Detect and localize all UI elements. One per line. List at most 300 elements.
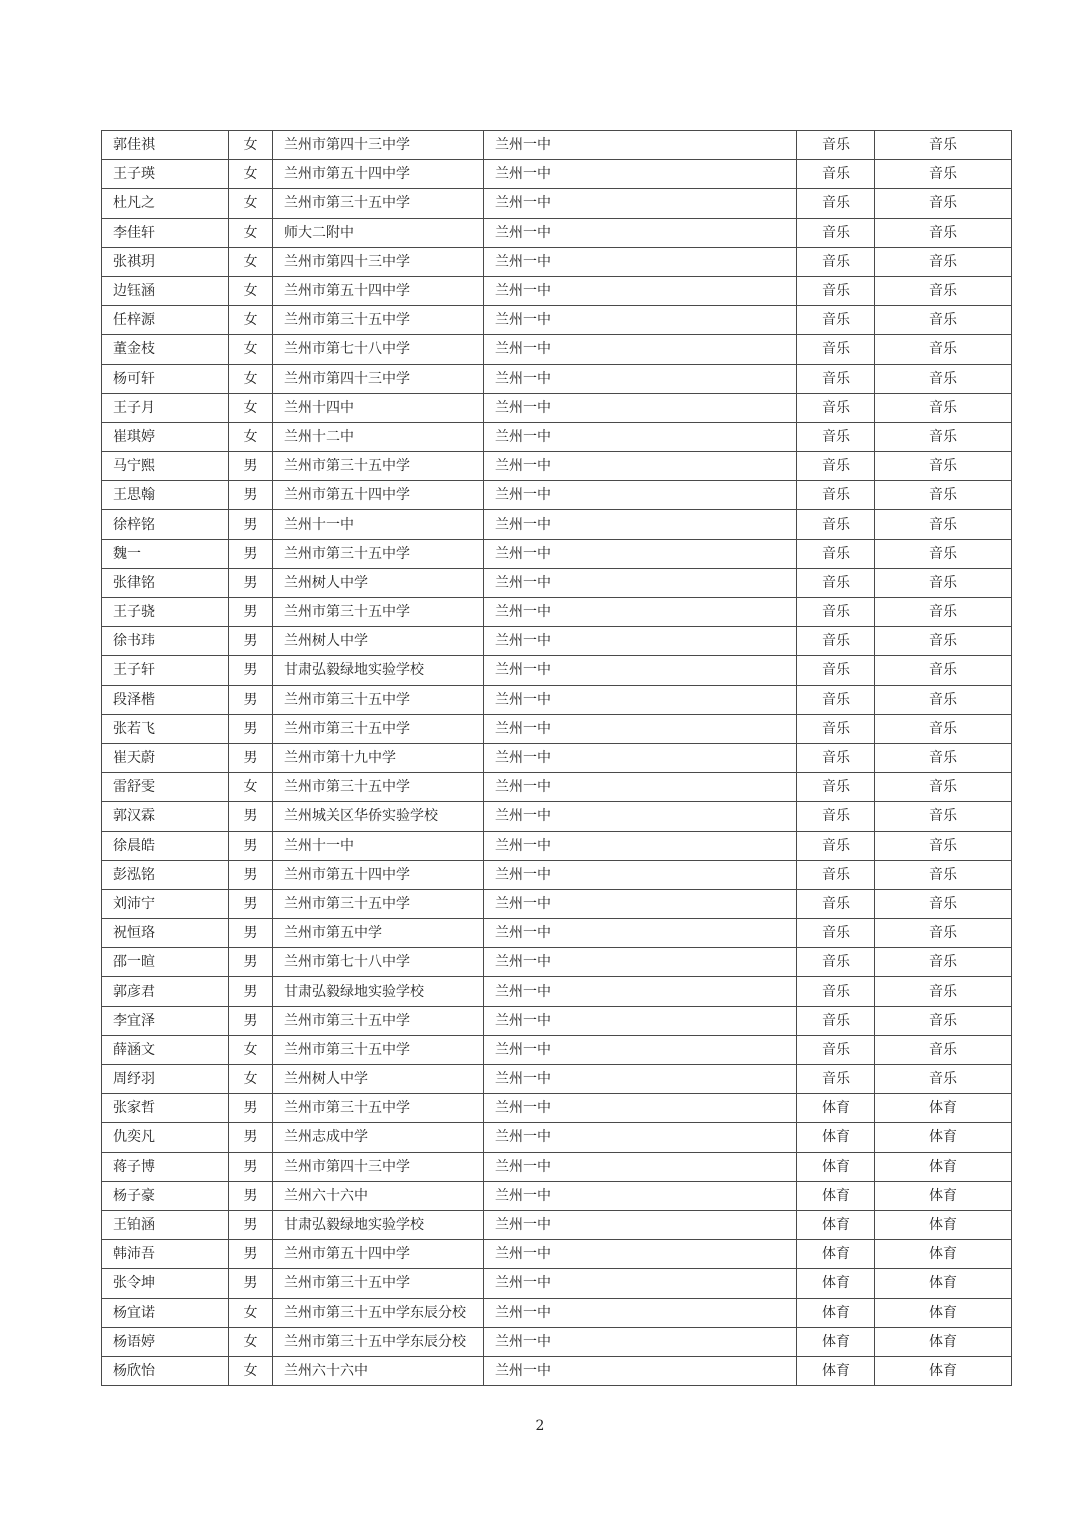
specialty-item-cell: 体育 <box>875 1356 1012 1385</box>
specialty-category-cell: 音乐 <box>797 247 875 276</box>
admitting-school-cell: 兰州一中 <box>484 306 797 335</box>
graduating-school-cell: 兰州市第七十八中学 <box>273 335 484 364</box>
specialty-category-cell: 音乐 <box>797 306 875 335</box>
table-row <box>102 160 1012 189</box>
gender-cell: 女 <box>229 393 273 422</box>
specialty-category-cell: 音乐 <box>797 481 875 510</box>
specialty-category-cell: 音乐 <box>797 1035 875 1064</box>
table-row <box>102 189 1012 218</box>
specialty-item-cell: 音乐 <box>875 598 1012 627</box>
table-row <box>102 276 1012 305</box>
student-name-cell: 周纾羽 <box>102 1065 229 1094</box>
graduating-school-cell: 兰州市第三十五中学 <box>273 685 484 714</box>
specialty-item-cell: 音乐 <box>875 306 1012 335</box>
student-name-cell: 杨可轩 <box>102 364 229 393</box>
admitting-school-cell: 兰州一中 <box>484 1094 797 1123</box>
specialty-category-cell: 音乐 <box>797 335 875 364</box>
specialty-item-cell: 音乐 <box>875 218 1012 247</box>
admitting-school-cell: 兰州一中 <box>484 802 797 831</box>
specialty-category-cell: 体育 <box>797 1240 875 1269</box>
graduating-school-cell: 兰州市第五十四中学 <box>273 276 484 305</box>
specialty-category-cell: 音乐 <box>797 860 875 889</box>
specialty-category-cell: 音乐 <box>797 364 875 393</box>
graduating-school-cell: 兰州市第七十八中学 <box>273 948 484 977</box>
table-row <box>102 481 1012 510</box>
admitting-school-cell: 兰州一中 <box>484 889 797 918</box>
specialty-item-cell: 音乐 <box>875 510 1012 539</box>
specialty-item-cell: 音乐 <box>875 276 1012 305</box>
admitting-school-cell: 兰州一中 <box>484 1065 797 1094</box>
student-name-cell: 郭佳祺 <box>102 131 229 160</box>
graduating-school-cell: 兰州树人中学 <box>273 568 484 597</box>
specialty-category-cell: 音乐 <box>797 510 875 539</box>
specialty-item-cell: 音乐 <box>875 539 1012 568</box>
page-number: 2 <box>535 1418 545 1434</box>
admitting-school-cell: 兰州一中 <box>484 160 797 189</box>
specialty-category-cell: 音乐 <box>797 189 875 218</box>
admitting-school-cell: 兰州一中 <box>484 1210 797 1239</box>
graduating-school-cell: 兰州市第三十五中学 <box>273 1035 484 1064</box>
graduating-school-cell: 兰州市第五十四中学 <box>273 160 484 189</box>
student-name-cell: 杨欣怡 <box>102 1356 229 1385</box>
student-name-cell: 薛涵文 <box>102 1035 229 1064</box>
specialty-item-cell: 音乐 <box>875 247 1012 276</box>
student-name-cell: 王子轩 <box>102 656 229 685</box>
graduating-school-cell: 兰州市第三十五中学 <box>273 889 484 918</box>
specialty-category-cell: 音乐 <box>797 598 875 627</box>
specialty-item-cell: 体育 <box>875 1327 1012 1356</box>
gender-cell: 男 <box>229 919 273 948</box>
specialty-item-cell: 音乐 <box>875 831 1012 860</box>
gender-cell: 女 <box>229 422 273 451</box>
admitting-school-cell: 兰州一中 <box>484 1298 797 1327</box>
table-row <box>102 714 1012 743</box>
graduating-school-cell: 兰州市第三十五中学 <box>273 1094 484 1123</box>
specialty-category-cell: 音乐 <box>797 131 875 160</box>
specialty-item-cell: 音乐 <box>875 860 1012 889</box>
table-row <box>102 131 1012 160</box>
gender-cell: 男 <box>229 1269 273 1298</box>
specialty-category-cell: 音乐 <box>797 773 875 802</box>
table-row <box>102 1327 1012 1356</box>
specialty-category-cell: 体育 <box>797 1123 875 1152</box>
student-name-cell: 崔琪婷 <box>102 422 229 451</box>
gender-cell: 男 <box>229 627 273 656</box>
student-name-cell: 段泽楷 <box>102 685 229 714</box>
admitting-school-cell: 兰州一中 <box>484 656 797 685</box>
table-row <box>102 1152 1012 1181</box>
graduating-school-cell: 兰州市第三十五中学东辰分校 <box>273 1327 484 1356</box>
table-row <box>102 831 1012 860</box>
admitting-school-cell: 兰州一中 <box>484 422 797 451</box>
table-row <box>102 364 1012 393</box>
specialty-item-cell: 音乐 <box>875 919 1012 948</box>
specialty-category-cell: 音乐 <box>797 539 875 568</box>
gender-cell: 女 <box>229 1298 273 1327</box>
specialty-category-cell: 音乐 <box>797 276 875 305</box>
gender-cell: 女 <box>229 1327 273 1356</box>
admitting-school-cell: 兰州一中 <box>484 831 797 860</box>
specialty-item-cell: 音乐 <box>875 131 1012 160</box>
graduating-school-cell: 兰州市第五十四中学 <box>273 860 484 889</box>
specialty-item-cell: 体育 <box>875 1123 1012 1152</box>
gender-cell: 女 <box>229 306 273 335</box>
student-name-cell: 张律铭 <box>102 568 229 597</box>
graduating-school-cell: 兰州六十六中 <box>273 1181 484 1210</box>
specialty-item-cell: 音乐 <box>875 685 1012 714</box>
specialty-category-cell: 音乐 <box>797 218 875 247</box>
gender-cell: 男 <box>229 598 273 627</box>
admitting-school-cell: 兰州一中 <box>484 568 797 597</box>
student-name-cell: 徐梓铭 <box>102 510 229 539</box>
gender-cell: 男 <box>229 1094 273 1123</box>
gender-cell: 女 <box>229 131 273 160</box>
specialty-category-cell: 音乐 <box>797 919 875 948</box>
specialty-item-cell: 音乐 <box>875 189 1012 218</box>
student-name-cell: 刘沛宁 <box>102 889 229 918</box>
specialty-item-cell: 音乐 <box>875 948 1012 977</box>
specialty-category-cell: 音乐 <box>797 1006 875 1035</box>
student-name-cell: 任梓源 <box>102 306 229 335</box>
graduating-school-cell: 兰州市第三十五中学 <box>273 306 484 335</box>
student-name-cell: 祝恒珞 <box>102 919 229 948</box>
table-row <box>102 627 1012 656</box>
gender-cell: 女 <box>229 247 273 276</box>
specialty-item-cell: 体育 <box>875 1269 1012 1298</box>
student-name-cell: 王铂涵 <box>102 1210 229 1239</box>
table-row <box>102 1006 1012 1035</box>
table-row <box>102 802 1012 831</box>
admitting-school-cell: 兰州一中 <box>484 977 797 1006</box>
graduating-school-cell: 兰州市第五十四中学 <box>273 1240 484 1269</box>
graduating-school-cell: 兰州市第四十三中学 <box>273 1152 484 1181</box>
graduating-school-cell: 兰州市第三十五中学 <box>273 189 484 218</box>
gender-cell: 男 <box>229 714 273 743</box>
table-row <box>102 773 1012 802</box>
specialty-category-cell: 体育 <box>797 1210 875 1239</box>
specialty-item-cell: 体育 <box>875 1240 1012 1269</box>
student-name-cell: 王子瑛 <box>102 160 229 189</box>
admitting-school-cell: 兰州一中 <box>484 598 797 627</box>
graduating-school-cell: 兰州树人中学 <box>273 627 484 656</box>
student-name-cell: 韩沛吾 <box>102 1240 229 1269</box>
admitting-school-cell: 兰州一中 <box>484 627 797 656</box>
specialty-category-cell: 音乐 <box>797 714 875 743</box>
admitting-school-cell: 兰州一中 <box>484 452 797 481</box>
admitting-school-cell: 兰州一中 <box>484 364 797 393</box>
table-row <box>102 1210 1012 1239</box>
specialty-category-cell: 音乐 <box>797 889 875 918</box>
graduating-school-cell: 兰州市第五中学 <box>273 919 484 948</box>
table-row <box>102 1181 1012 1210</box>
admitting-school-cell: 兰州一中 <box>484 685 797 714</box>
student-name-cell: 边钰涵 <box>102 276 229 305</box>
graduating-school-cell: 兰州市第四十三中学 <box>273 247 484 276</box>
graduating-school-cell: 兰州市第十九中学 <box>273 743 484 772</box>
specialty-category-cell: 音乐 <box>797 452 875 481</box>
admitting-school-cell: 兰州一中 <box>484 1356 797 1385</box>
specialty-category-cell: 音乐 <box>797 160 875 189</box>
admitting-school-cell: 兰州一中 <box>484 481 797 510</box>
admitting-school-cell: 兰州一中 <box>484 1181 797 1210</box>
specialty-item-cell: 体育 <box>875 1210 1012 1239</box>
gender-cell: 男 <box>229 1181 273 1210</box>
gender-cell: 女 <box>229 218 273 247</box>
specialty-category-cell: 音乐 <box>797 1065 875 1094</box>
specialty-category-cell: 体育 <box>797 1152 875 1181</box>
roster-body <box>102 131 1012 1386</box>
gender-cell: 男 <box>229 948 273 977</box>
student-name-cell: 王子月 <box>102 393 229 422</box>
table-row <box>102 539 1012 568</box>
admitting-school-cell: 兰州一中 <box>484 539 797 568</box>
admitting-school-cell: 兰州一中 <box>484 1269 797 1298</box>
gender-cell: 女 <box>229 1035 273 1064</box>
student-name-cell: 崔天蔚 <box>102 743 229 772</box>
specialty-category-cell: 体育 <box>797 1181 875 1210</box>
table-row <box>102 335 1012 364</box>
specialty-item-cell: 体育 <box>875 1298 1012 1327</box>
specialty-item-cell: 音乐 <box>875 393 1012 422</box>
student-name-cell: 杨子豪 <box>102 1181 229 1210</box>
student-name-cell: 徐晨皓 <box>102 831 229 860</box>
table-row <box>102 919 1012 948</box>
admitting-school-cell: 兰州一中 <box>484 1123 797 1152</box>
table-row <box>102 656 1012 685</box>
gender-cell: 男 <box>229 1006 273 1035</box>
student-name-cell: 董金枝 <box>102 335 229 364</box>
graduating-school-cell: 兰州十一中 <box>273 510 484 539</box>
admitting-school-cell: 兰州一中 <box>484 189 797 218</box>
specialty-item-cell: 音乐 <box>875 802 1012 831</box>
student-name-cell: 郭彦君 <box>102 977 229 1006</box>
table-row <box>102 422 1012 451</box>
student-name-cell: 李宜泽 <box>102 1006 229 1035</box>
admitting-school-cell: 兰州一中 <box>484 335 797 364</box>
student-name-cell: 魏一 <box>102 539 229 568</box>
graduating-school-cell: 兰州六十六中 <box>273 1356 484 1385</box>
graduating-school-cell: 兰州十一中 <box>273 831 484 860</box>
student-name-cell: 彭泓铭 <box>102 860 229 889</box>
gender-cell: 女 <box>229 160 273 189</box>
table-row <box>102 860 1012 889</box>
specialty-item-cell: 音乐 <box>875 1065 1012 1094</box>
table-row <box>102 1298 1012 1327</box>
gender-cell: 男 <box>229 656 273 685</box>
graduating-school-cell: 兰州市第三十五中学 <box>273 714 484 743</box>
specialty-category-cell: 音乐 <box>797 627 875 656</box>
specialty-category-cell: 音乐 <box>797 422 875 451</box>
graduating-school-cell: 兰州市第三十五中学 <box>273 1269 484 1298</box>
gender-cell: 女 <box>229 335 273 364</box>
table-row <box>102 1240 1012 1269</box>
specialty-category-cell: 音乐 <box>797 831 875 860</box>
gender-cell: 男 <box>229 831 273 860</box>
gender-cell: 男 <box>229 510 273 539</box>
gender-cell: 男 <box>229 1210 273 1239</box>
graduating-school-cell: 兰州市第三十五中学 <box>273 1006 484 1035</box>
specialty-item-cell: 音乐 <box>875 1006 1012 1035</box>
student-name-cell: 仇奕凡 <box>102 1123 229 1152</box>
table-row <box>102 1123 1012 1152</box>
student-name-cell: 徐书玮 <box>102 627 229 656</box>
admitting-school-cell: 兰州一中 <box>484 510 797 539</box>
specialty-item-cell: 音乐 <box>875 627 1012 656</box>
specialty-item-cell: 音乐 <box>875 1035 1012 1064</box>
gender-cell: 女 <box>229 773 273 802</box>
admitting-school-cell: 兰州一中 <box>484 743 797 772</box>
specialty-category-cell: 体育 <box>797 1356 875 1385</box>
admitting-school-cell: 兰州一中 <box>484 948 797 977</box>
graduating-school-cell: 兰州市第三十五中学 <box>273 539 484 568</box>
graduating-school-cell: 兰州市第四十三中学 <box>273 364 484 393</box>
student-name-cell: 王子骁 <box>102 598 229 627</box>
gender-cell: 女 <box>229 189 273 218</box>
specialty-category-cell: 音乐 <box>797 948 875 977</box>
table-row <box>102 1065 1012 1094</box>
student-name-cell: 张若飞 <box>102 714 229 743</box>
admitting-school-cell: 兰州一中 <box>484 131 797 160</box>
student-name-cell: 蒋子博 <box>102 1152 229 1181</box>
table-row <box>102 1269 1012 1298</box>
gender-cell: 男 <box>229 481 273 510</box>
specialty-item-cell: 音乐 <box>875 481 1012 510</box>
table-row <box>102 743 1012 772</box>
specialty-category-cell: 体育 <box>797 1327 875 1356</box>
table-row <box>102 452 1012 481</box>
admitting-school-cell: 兰州一中 <box>484 773 797 802</box>
student-name-cell: 李佳轩 <box>102 218 229 247</box>
graduating-school-cell: 兰州志成中学 <box>273 1123 484 1152</box>
specialty-category-cell: 体育 <box>797 1298 875 1327</box>
student-name-cell: 邵一暄 <box>102 948 229 977</box>
student-name-cell: 张令坤 <box>102 1269 229 1298</box>
specialty-item-cell: 音乐 <box>875 452 1012 481</box>
specialty-category-cell: 体育 <box>797 1269 875 1298</box>
specialty-item-cell: 音乐 <box>875 160 1012 189</box>
table-row <box>102 1356 1012 1385</box>
student-name-cell: 郭汉霖 <box>102 802 229 831</box>
table-row <box>102 598 1012 627</box>
table-row <box>102 948 1012 977</box>
student-name-cell: 杨宜诺 <box>102 1298 229 1327</box>
specialty-category-cell: 音乐 <box>797 393 875 422</box>
specialty-item-cell: 体育 <box>875 1152 1012 1181</box>
student-name-cell: 杜凡之 <box>102 189 229 218</box>
admitting-school-cell: 兰州一中 <box>484 1152 797 1181</box>
admitting-school-cell: 兰州一中 <box>484 860 797 889</box>
specialty-category-cell: 音乐 <box>797 568 875 597</box>
specialty-item-cell: 音乐 <box>875 714 1012 743</box>
student-name-cell: 王思翰 <box>102 481 229 510</box>
admitting-school-cell: 兰州一中 <box>484 1240 797 1269</box>
admitting-school-cell: 兰州一中 <box>484 393 797 422</box>
admitting-school-cell: 兰州一中 <box>484 247 797 276</box>
table-row <box>102 1035 1012 1064</box>
table-row <box>102 889 1012 918</box>
specialty-item-cell: 音乐 <box>875 568 1012 597</box>
table-row <box>102 306 1012 335</box>
gender-cell: 男 <box>229 1123 273 1152</box>
specialty-category-cell: 音乐 <box>797 802 875 831</box>
student-name-cell: 张家哲 <box>102 1094 229 1123</box>
gender-cell: 男 <box>229 452 273 481</box>
student-name-cell: 马宁熙 <box>102 452 229 481</box>
table-row <box>102 568 1012 597</box>
specialty-item-cell: 音乐 <box>875 656 1012 685</box>
admitting-school-cell: 兰州一中 <box>484 1035 797 1064</box>
table-row <box>102 393 1012 422</box>
admitting-school-cell: 兰州一中 <box>484 919 797 948</box>
table-row <box>102 247 1012 276</box>
gender-cell: 男 <box>229 802 273 831</box>
graduating-school-cell: 兰州城关区华侨实验学校 <box>273 802 484 831</box>
gender-cell: 男 <box>229 1152 273 1181</box>
graduating-school-cell: 兰州市第四十三中学 <box>273 131 484 160</box>
specialty-item-cell: 音乐 <box>875 335 1012 364</box>
graduating-school-cell: 兰州市第三十五中学 <box>273 773 484 802</box>
gender-cell: 女 <box>229 1065 273 1094</box>
admitting-school-cell: 兰州一中 <box>484 714 797 743</box>
gender-cell: 男 <box>229 860 273 889</box>
specialty-category-cell: 音乐 <box>797 977 875 1006</box>
specialty-item-cell: 音乐 <box>875 422 1012 451</box>
table-row <box>102 685 1012 714</box>
gender-cell: 男 <box>229 539 273 568</box>
gender-cell: 男 <box>229 568 273 597</box>
specialty-item-cell: 体育 <box>875 1181 1012 1210</box>
student-name-cell: 张祺玥 <box>102 247 229 276</box>
gender-cell: 男 <box>229 977 273 1006</box>
gender-cell: 女 <box>229 364 273 393</box>
table-row <box>102 510 1012 539</box>
specialty-category-cell: 音乐 <box>797 743 875 772</box>
admitting-school-cell: 兰州一中 <box>484 218 797 247</box>
graduating-school-cell: 甘肃弘毅绿地实验学校 <box>273 1210 484 1239</box>
gender-cell: 男 <box>229 743 273 772</box>
graduating-school-cell: 兰州市第三十五中学 <box>273 452 484 481</box>
gender-cell: 女 <box>229 276 273 305</box>
specialty-category-cell: 体育 <box>797 1094 875 1123</box>
graduating-school-cell: 师大二附中 <box>273 218 484 247</box>
table-row <box>102 977 1012 1006</box>
graduating-school-cell: 兰州市第五十四中学 <box>273 481 484 510</box>
admitting-school-cell: 兰州一中 <box>484 1327 797 1356</box>
specialty-item-cell: 音乐 <box>875 773 1012 802</box>
student-name-cell: 雷舒雯 <box>102 773 229 802</box>
graduating-school-cell: 兰州树人中学 <box>273 1065 484 1094</box>
graduating-school-cell: 兰州十二中 <box>273 422 484 451</box>
graduating-school-cell: 兰州市第三十五中学 <box>273 598 484 627</box>
gender-cell: 男 <box>229 889 273 918</box>
specialty-item-cell: 音乐 <box>875 977 1012 1006</box>
gender-cell: 男 <box>229 1240 273 1269</box>
graduating-school-cell: 兰州十四中 <box>273 393 484 422</box>
gender-cell: 女 <box>229 1356 273 1385</box>
graduating-school-cell: 甘肃弘毅绿地实验学校 <box>273 656 484 685</box>
specialty-item-cell: 音乐 <box>875 743 1012 772</box>
table-row <box>102 1094 1012 1123</box>
specialty-item-cell: 音乐 <box>875 364 1012 393</box>
graduating-school-cell: 甘肃弘毅绿地实验学校 <box>273 977 484 1006</box>
table-row <box>102 218 1012 247</box>
student-roster-table <box>101 130 1012 1386</box>
admitting-school-cell: 兰州一中 <box>484 1006 797 1035</box>
specialty-item-cell: 音乐 <box>875 889 1012 918</box>
student-name-cell: 杨语婷 <box>102 1327 229 1356</box>
specialty-category-cell: 音乐 <box>797 685 875 714</box>
gender-cell: 男 <box>229 685 273 714</box>
